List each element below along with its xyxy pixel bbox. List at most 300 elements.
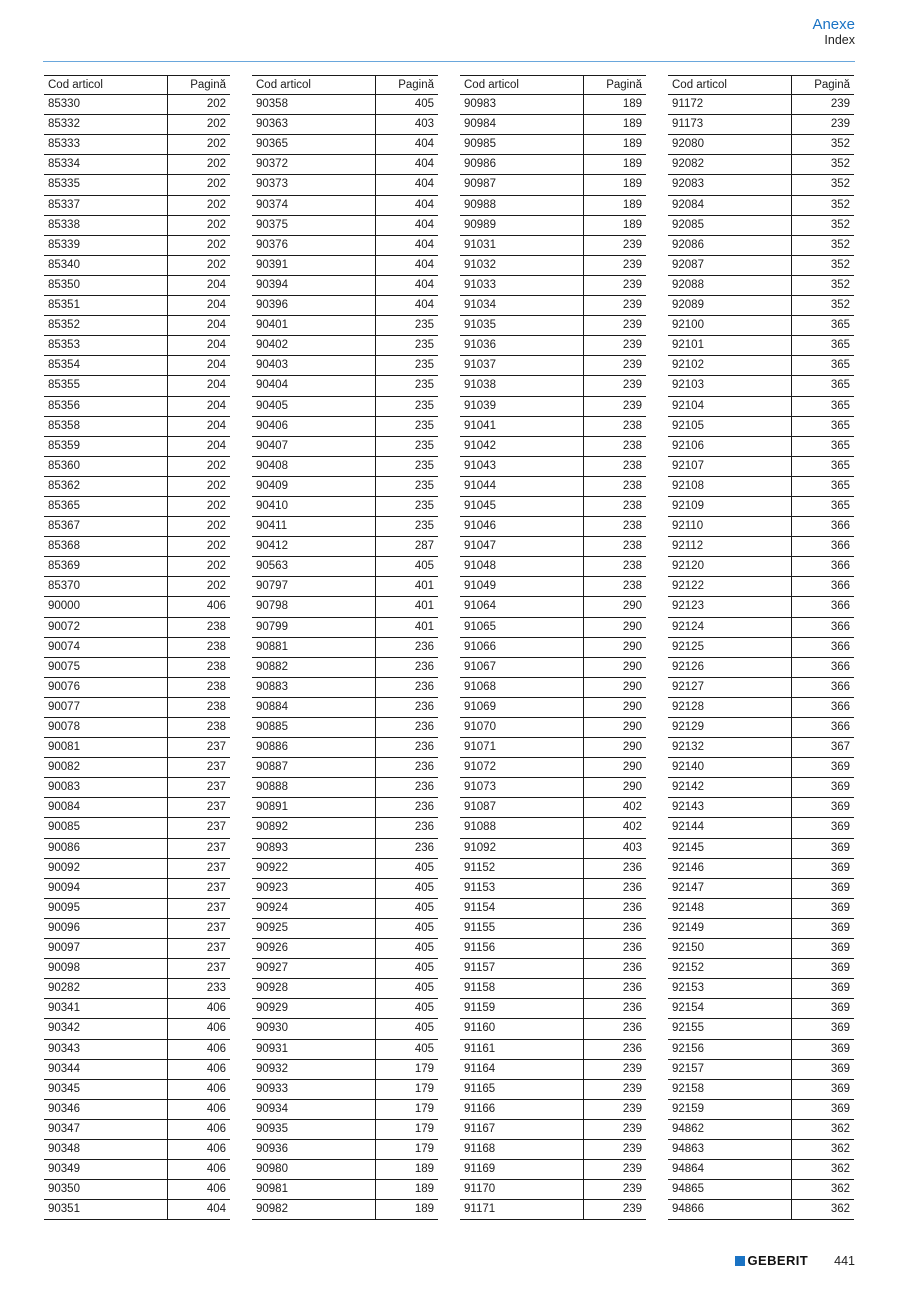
- table-row: [460, 718, 646, 738]
- table-row: [252, 457, 438, 477]
- table-header: [460, 75, 646, 95]
- header-code: Cod articol: [668, 76, 792, 94]
- table-row: [44, 698, 230, 718]
- article-code: 90982: [252, 1200, 376, 1219]
- article-code: 90396: [252, 296, 376, 315]
- page-ref: 352: [830, 218, 850, 231]
- article-code: 90935: [252, 1120, 376, 1139]
- article-code: 90092: [44, 859, 168, 878]
- table-row: [460, 919, 646, 939]
- table-row: [668, 959, 854, 979]
- page-ref: 290: [622, 781, 642, 794]
- table-row: [252, 135, 438, 155]
- page-ref: 365: [830, 459, 850, 472]
- table-row: [460, 376, 646, 396]
- page-ref: 369: [830, 901, 850, 914]
- article-code: 92109: [668, 497, 792, 516]
- table-row: [668, 1040, 854, 1060]
- article-code: 90931: [252, 1040, 376, 1059]
- table-row: [668, 115, 854, 135]
- table-row: [44, 497, 230, 517]
- page-ref: 238: [622, 459, 642, 472]
- page-ref: 287: [414, 540, 434, 553]
- article-code: 90351: [44, 1200, 168, 1219]
- page-ref: 204: [206, 379, 226, 392]
- article-code: 90343: [44, 1040, 168, 1059]
- page-ref: 189: [622, 138, 642, 151]
- page-ref: 365: [830, 319, 850, 332]
- page-ref: 179: [414, 1102, 434, 1115]
- page-ref: 235: [414, 399, 434, 412]
- page-ref: 404: [414, 218, 434, 231]
- article-code: 91173: [668, 115, 792, 134]
- page-ref: 238: [622, 479, 642, 492]
- page-ref: 290: [622, 700, 642, 713]
- table-row: [668, 376, 854, 396]
- page-ref: 404: [414, 198, 434, 211]
- page-ref: 204: [206, 399, 226, 412]
- table-row: [44, 778, 230, 798]
- page-ref: 362: [830, 1203, 850, 1216]
- page-ref: 406: [206, 600, 226, 613]
- page-ref: 406: [206, 1062, 226, 1075]
- article-code: 92150: [668, 939, 792, 958]
- header-page: Pagină: [814, 79, 850, 91]
- page-ref: 352: [830, 158, 850, 171]
- article-code: 91153: [460, 879, 584, 898]
- article-code: 91072: [460, 758, 584, 777]
- article-code: 90086: [44, 839, 168, 858]
- article-code: 90980: [252, 1160, 376, 1179]
- page-ref: 239: [622, 1102, 642, 1115]
- page-ref: 290: [622, 660, 642, 673]
- page-ref: 235: [414, 499, 434, 512]
- table-row: [44, 597, 230, 617]
- article-code: 90799: [252, 618, 376, 637]
- table-row: [668, 999, 854, 1019]
- table-row: [44, 356, 230, 376]
- page-ref: 369: [830, 982, 850, 995]
- article-code: 90985: [460, 135, 584, 154]
- article-code: 85355: [44, 376, 168, 395]
- page-ref: 202: [206, 118, 226, 131]
- page-ref: 237: [206, 921, 226, 934]
- article-code: 90563: [252, 557, 376, 576]
- table-row: [252, 1200, 438, 1220]
- table-row: [668, 196, 854, 216]
- table-row: [460, 1180, 646, 1200]
- page-ref: 237: [206, 821, 226, 834]
- page-ref: 238: [622, 499, 642, 512]
- page-ref: 239: [622, 319, 642, 332]
- table-row: [460, 135, 646, 155]
- article-code: 85334: [44, 155, 168, 174]
- article-code: 90930: [252, 1019, 376, 1038]
- page-ref: 290: [622, 640, 642, 653]
- article-code: 90358: [252, 95, 376, 114]
- article-code: 90887: [252, 758, 376, 777]
- page-ref: 239: [622, 359, 642, 372]
- article-code: 90406: [252, 417, 376, 436]
- table-row: [668, 879, 854, 899]
- table-row: [44, 155, 230, 175]
- page-ref: 236: [414, 700, 434, 713]
- table-row: [44, 1200, 230, 1220]
- article-code: 90986: [460, 155, 584, 174]
- page-ref: 365: [830, 359, 850, 372]
- article-code: 92146: [668, 859, 792, 878]
- article-code: 90374: [252, 196, 376, 215]
- table-row: [252, 638, 438, 658]
- article-code: 90404: [252, 376, 376, 395]
- article-code: 90888: [252, 778, 376, 797]
- article-code: 85339: [44, 236, 168, 255]
- table-row: [668, 839, 854, 859]
- article-code: 90344: [44, 1060, 168, 1079]
- page-ref: 365: [830, 479, 850, 492]
- table-row: [668, 276, 854, 296]
- article-code: 90798: [252, 597, 376, 616]
- page-ref: 202: [206, 198, 226, 211]
- page-footer: [735, 1253, 855, 1268]
- table-row: [668, 798, 854, 818]
- table-row: [460, 618, 646, 638]
- table-row: [44, 718, 230, 738]
- table-row: [252, 1120, 438, 1140]
- article-code: 91032: [460, 256, 584, 275]
- page-ref: 236: [622, 982, 642, 995]
- table-row: [668, 738, 854, 758]
- article-code: 91035: [460, 316, 584, 335]
- page-ref: 189: [622, 218, 642, 231]
- article-code: 90936: [252, 1140, 376, 1159]
- article-code: 90881: [252, 638, 376, 657]
- table-row: [252, 336, 438, 356]
- table-row: [460, 477, 646, 497]
- table-row: [252, 919, 438, 939]
- page-ref: 401: [414, 620, 434, 633]
- article-code: 94864: [668, 1160, 792, 1179]
- table-row: [460, 678, 646, 698]
- page-ref: 369: [830, 1002, 850, 1015]
- page-ref: 189: [622, 98, 642, 111]
- table-row: [252, 95, 438, 115]
- table-row: [252, 517, 438, 537]
- page-ref: 236: [414, 680, 434, 693]
- table-row: [252, 1100, 438, 1120]
- page-ref: 290: [622, 721, 642, 733]
- page-ref: 362: [830, 1142, 850, 1155]
- table-row: [44, 1140, 230, 1160]
- article-code: 91031: [460, 236, 584, 255]
- page-ref: 202: [206, 520, 226, 533]
- table-row: [460, 296, 646, 316]
- page-ref: 239: [830, 98, 850, 111]
- page-ref: 238: [622, 419, 642, 432]
- page-ref: 362: [830, 1122, 850, 1135]
- page-ref: 405: [414, 1002, 434, 1015]
- table-row: [460, 95, 646, 115]
- table-row: [460, 638, 646, 658]
- article-code: 91161: [460, 1040, 584, 1059]
- page-ref: 366: [830, 640, 850, 653]
- table-row: [460, 999, 646, 1019]
- page-ref: 369: [830, 921, 850, 934]
- page-ref: 202: [206, 178, 226, 191]
- table-row: [44, 135, 230, 155]
- page-ref: 366: [830, 721, 850, 733]
- table-row: [252, 537, 438, 557]
- page-ref: 202: [206, 580, 226, 593]
- page-ref: 239: [622, 1062, 642, 1075]
- table-row: [668, 1180, 854, 1200]
- article-code: 92080: [668, 135, 792, 154]
- table-row: [252, 1180, 438, 1200]
- page-ref: 179: [414, 1082, 434, 1095]
- page-ref: 352: [830, 258, 850, 271]
- table-row: [460, 175, 646, 195]
- table-row: [460, 758, 646, 778]
- page-ref: 204: [206, 339, 226, 352]
- page-ref: 404: [414, 238, 434, 251]
- table-row: [44, 1180, 230, 1200]
- page-ref: 238: [622, 560, 642, 573]
- page-ref: 369: [830, 1062, 850, 1075]
- table-row: [460, 1140, 646, 1160]
- table-row: [668, 919, 854, 939]
- table-row: [460, 879, 646, 899]
- article-code: 90933: [252, 1080, 376, 1099]
- page-ref: 238: [622, 580, 642, 593]
- article-code: 91067: [460, 658, 584, 677]
- article-code: 90084: [44, 798, 168, 817]
- table-row: [252, 1060, 438, 1080]
- table-row: [252, 999, 438, 1019]
- article-code: 92132: [668, 738, 792, 757]
- page-ref: 369: [830, 1042, 850, 1055]
- table-row: [252, 256, 438, 276]
- page-ref: 236: [414, 781, 434, 794]
- page-ref: 405: [414, 1042, 434, 1055]
- page-ref: 401: [414, 600, 434, 613]
- page-ref: 239: [622, 1183, 642, 1196]
- page-ref: 237: [206, 942, 226, 955]
- table-row: [44, 839, 230, 859]
- page-ref: 189: [622, 198, 642, 211]
- table-row: [668, 437, 854, 457]
- article-code: 91049: [460, 577, 584, 596]
- page-ref: 403: [414, 118, 434, 131]
- page-ref: 403: [622, 841, 642, 854]
- article-code: 92154: [668, 999, 792, 1018]
- article-code: 91169: [460, 1160, 584, 1179]
- article-code: 85330: [44, 95, 168, 114]
- page-ref: 290: [622, 620, 642, 633]
- article-code: 90984: [460, 115, 584, 134]
- page-ref: 235: [414, 520, 434, 533]
- table-row: [668, 1200, 854, 1220]
- page-ref: 365: [830, 439, 850, 452]
- table-row: [460, 798, 646, 818]
- page-ref: 179: [414, 1122, 434, 1135]
- page-ref: 290: [622, 741, 642, 754]
- table-row: [668, 236, 854, 256]
- page-ref: 352: [830, 278, 850, 291]
- page-ref: 402: [622, 821, 642, 834]
- page-ref: 406: [206, 1002, 226, 1015]
- page-ref: 290: [622, 600, 642, 613]
- table-row: [668, 417, 854, 437]
- article-code: 91068: [460, 678, 584, 697]
- page-ref: 179: [414, 1062, 434, 1075]
- table-row: [460, 216, 646, 236]
- table-row: [668, 758, 854, 778]
- article-code: 91087: [460, 798, 584, 817]
- table-row: [44, 175, 230, 195]
- table-row: [668, 1160, 854, 1180]
- article-code: 90342: [44, 1019, 168, 1038]
- page-ref: 189: [414, 1203, 434, 1216]
- article-code: 92127: [668, 678, 792, 697]
- article-code: 90932: [252, 1060, 376, 1079]
- table-row: [252, 658, 438, 678]
- table-row: [44, 477, 230, 497]
- article-code: 90363: [252, 115, 376, 134]
- article-code: 90922: [252, 859, 376, 878]
- article-code: 92122: [668, 577, 792, 596]
- table-row: [252, 879, 438, 899]
- page-ref: 235: [414, 359, 434, 372]
- table-row: [460, 1040, 646, 1060]
- page-ref: 236: [414, 741, 434, 754]
- page-ref: 369: [830, 821, 850, 834]
- page-ref: 204: [206, 319, 226, 332]
- table-row: [668, 1140, 854, 1160]
- table-row: [460, 196, 646, 216]
- table-row: [668, 336, 854, 356]
- article-code: 90925: [252, 919, 376, 938]
- page-ref: 236: [622, 881, 642, 894]
- page-ref: 406: [206, 1163, 226, 1176]
- article-code: 85369: [44, 557, 168, 576]
- table-row: [668, 397, 854, 417]
- page-ref: 239: [622, 258, 642, 271]
- page-ref: 369: [830, 801, 850, 814]
- article-code: 90074: [44, 638, 168, 657]
- table-row: [252, 397, 438, 417]
- page-ref: 236: [622, 942, 642, 955]
- article-code: 91071: [460, 738, 584, 757]
- logo-wordmark: GEBERIT: [747, 1253, 809, 1268]
- table-row: [668, 316, 854, 336]
- page-ref: 362: [830, 1163, 850, 1176]
- page-ref: 290: [622, 680, 642, 693]
- page-ref: 239: [622, 238, 642, 251]
- page-ref: 202: [206, 158, 226, 171]
- page-ref: 235: [414, 459, 434, 472]
- article-code: 90376: [252, 236, 376, 255]
- page-ref: 369: [830, 1082, 850, 1095]
- article-code: 91166: [460, 1100, 584, 1119]
- article-code: 90346: [44, 1100, 168, 1119]
- header-code: Cod articol: [460, 76, 584, 94]
- table-row: [44, 437, 230, 457]
- article-code: 85368: [44, 537, 168, 556]
- table-row: [668, 95, 854, 115]
- table-row: [668, 1080, 854, 1100]
- article-code: 90373: [252, 175, 376, 194]
- table-row: [252, 1019, 438, 1039]
- table-row: [252, 417, 438, 437]
- table-row: [252, 979, 438, 999]
- table-row: [460, 818, 646, 838]
- page-ref: 404: [414, 178, 434, 191]
- table-row: [252, 1160, 438, 1180]
- table-row: [460, 557, 646, 577]
- page-ref: 369: [830, 761, 850, 774]
- table-row: [44, 678, 230, 698]
- page-ref: 404: [414, 299, 434, 312]
- page-ref: 352: [830, 178, 850, 191]
- page-ref: 235: [414, 339, 434, 352]
- geberit-logo: [735, 1253, 809, 1268]
- table-row: [668, 1120, 854, 1140]
- article-code: 90797: [252, 577, 376, 596]
- article-code: 91065: [460, 618, 584, 637]
- article-code: 90884: [252, 698, 376, 717]
- table-row: [668, 477, 854, 497]
- table-row: [44, 196, 230, 216]
- article-code: 92129: [668, 718, 792, 737]
- page-ref: 202: [206, 560, 226, 573]
- article-code: 92128: [668, 698, 792, 717]
- page-ref: 405: [414, 98, 434, 111]
- table-row: [460, 859, 646, 879]
- table-row: [668, 658, 854, 678]
- page-ref: 236: [622, 962, 642, 975]
- table-row: [44, 959, 230, 979]
- table-row: [668, 1019, 854, 1039]
- article-code: 85367: [44, 517, 168, 536]
- page-ref: 401: [414, 580, 434, 593]
- page-ref: 405: [414, 901, 434, 914]
- article-code: 91043: [460, 457, 584, 476]
- article-code: 85356: [44, 397, 168, 416]
- article-code: 90081: [44, 738, 168, 757]
- page-ref: 237: [206, 861, 226, 874]
- article-code: 91160: [460, 1019, 584, 1038]
- page-ref: 369: [830, 861, 850, 874]
- table-row: [668, 457, 854, 477]
- page-ref: 239: [622, 299, 642, 312]
- index-tables: [44, 75, 854, 1220]
- article-code: 91046: [460, 517, 584, 536]
- table-row: [460, 155, 646, 175]
- page-ref: 366: [830, 600, 850, 613]
- table-row: [668, 356, 854, 376]
- article-code: 91047: [460, 537, 584, 556]
- article-code: 90934: [252, 1100, 376, 1119]
- table-row: [44, 296, 230, 316]
- table-row: [460, 356, 646, 376]
- page-ref: 352: [830, 299, 850, 312]
- table-row: [44, 557, 230, 577]
- page-ref: 236: [622, 901, 642, 914]
- table-row: [252, 296, 438, 316]
- article-code: 90345: [44, 1080, 168, 1099]
- article-code: 90926: [252, 939, 376, 958]
- article-code: 90408: [252, 457, 376, 476]
